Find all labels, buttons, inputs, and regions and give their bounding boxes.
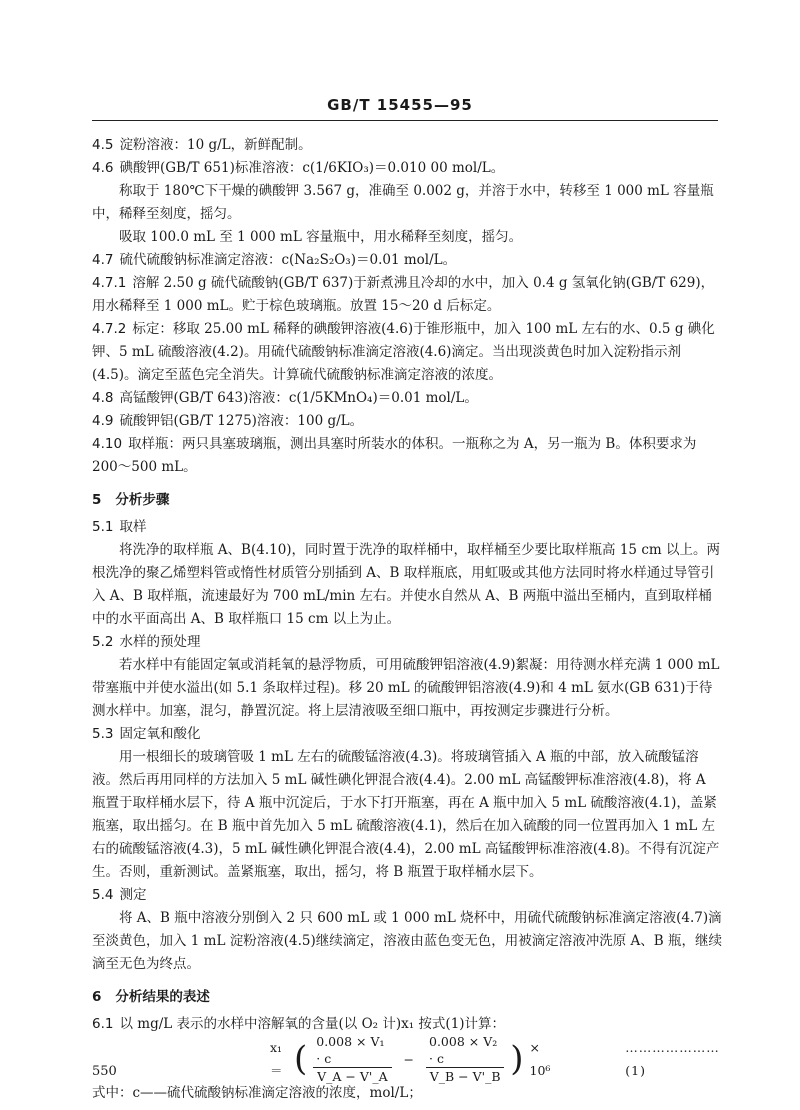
clause-text: 固定氧和酸化 <box>119 726 201 742</box>
clause-text: 以 mg/L 表示的水样中溶解氧的含量(以 O₂ 计)x₁ 按式(1)计算： <box>119 1016 506 1032</box>
minus-sign: − <box>403 1051 414 1067</box>
header-rule <box>92 120 718 121</box>
clause-p46 <box>92 157 722 180</box>
clause-number: 5.3 <box>92 726 114 742</box>
clause-p49 <box>92 410 722 433</box>
standard-header: GB/T 15455—95 <box>327 96 473 114</box>
formula-multiplier: × 10⁶ <box>529 1040 551 1078</box>
clause-text: 高锰酸钾(GB/T 643)溶液：c(1/5KMnO₄)＝0.01 mol/L。 <box>119 390 478 406</box>
fraction-b-denominator: V_B − V'_B <box>429 1069 501 1084</box>
clause-p52a <box>92 654 722 723</box>
clause-number: 4.8 <box>92 390 114 406</box>
right-paren: ) <box>510 1039 524 1079</box>
clause-p472 <box>92 318 722 387</box>
clause-text: 用一根细长的玻璃管吸 1 mL 左右的硫酸锰溶液(4.3)。将玻璃管插入 A 瓶的中部，放入硫酸锰溶液。然后再用同样的方法加入 5 mL 碱性碘化钾混合液(4.4)。2.00 mL 高锰酸钾标准溶液(4.8)，将 A 瓶置于取样桶水层下，待 A 瓶中沉淀后，于水下打开瓶塞，再在 A 瓶中加入 5 mL 硫酸溶液(4.1)，盖紧瓶塞，取出摇匀。在 B 瓶中首先加入 5 mL 硫酸溶液(4.1)，然后在加入硫酸的同一位置再加入 1 mL 左右的硫酸锰溶液(4.3)，5 mL 碱性碘化钾混合液(4.4)，2.00 mL 高锰酸钾标准溶液(4.8)。不得有沉淀产生。否则，重新测试。盖紧瓶塞，取出，摇匀，将 B 瓶置于取样桶水层下。 <box>92 749 720 880</box>
section-6-title: 分析结果的表述 <box>115 989 210 1005</box>
clause-p51 <box>92 516 722 539</box>
clause-number: 4.7 <box>92 252 114 268</box>
clause-p54a <box>92 907 722 976</box>
clause-p45 <box>92 134 722 157</box>
clause-6-1 <box>92 1013 722 1036</box>
section-5-title: 分析步骤 <box>115 492 170 508</box>
clause-p47 <box>92 249 722 272</box>
section-6-number: 6 <box>92 989 102 1005</box>
clause-number: 5.4 <box>92 887 114 903</box>
clause-text: 取样瓶：两只具塞玻璃瓶，测出具塞时所装水的体积。一瓶称之为 A，另一瓶为 B。体积要求为 200～500 mL。 <box>92 436 697 475</box>
clause-text: 淀粉溶液：10 g/L，新鲜配制。 <box>119 137 312 153</box>
section-4-reagents <box>92 134 722 479</box>
clause-p48 <box>92 387 722 410</box>
equation-1 <box>270 1034 722 1084</box>
clause-number: 4.6 <box>92 160 114 176</box>
clause-p46b <box>92 226 722 249</box>
clause-text: 水样的预处理 <box>119 634 201 650</box>
clause-number: 4.7.2 <box>92 321 127 337</box>
clause-text: 将洗净的取样瓶 A、B(4.10)，同时置于洗净的取样桶中，取样桶至少要比取样瓶高 15 cm 以上。两根洗净的聚乙烯塑料管或惰性材质管分别插到 A、B 取样瓶底，用虹吸或其他方法同时将水样通过导管引入 A、B 取样瓶，流速最好为 700 mL/min 左右。并使水自然从 A、B 两瓶中溢出至桶内，直到取样桶中的水平面高出 A、B 取样瓶口 15 cm 以上为止。 <box>92 542 720 627</box>
clause-text: 将 A、B 瓶中溶液分别倒入 2 只 600 mL 或 1 000 mL 烧杯中，用硫代硫酸钠标准滴定溶液(4.7)滴至淡黄色，加入 1 mL 淀粉溶液(4.5)继续滴定，溶液由蓝色变无色，用被滴定溶液冲洗原 A、B 瓶，继续滴至无色为终点。 <box>92 910 722 972</box>
clause-number: 4.5 <box>92 137 114 153</box>
clause-text: 标定：移取 25.00 mL 稀释的碘酸钾溶液(4.6)于锥形瓶中，加入 100 mL 左右的水、0.5 g 碘化钾、5 mL 硫酸溶液(4.2)。用硫代硫酸钠标准滴定溶液(4.6)滴定。当出现淡黄色时加入淀粉指示剂(4.5)。滴定至蓝色完全消失。计算硫代硫酸钠标准滴定溶液的浓度。 <box>92 321 715 383</box>
clause-number: 4.9 <box>92 413 114 429</box>
clause-number: 4.10 <box>92 436 123 452</box>
document-body <box>92 134 722 1105</box>
clause-text: 碘酸钾(GB/T 651)标准溶液：c(1/6KIO₃)＝0.010 00 mol/L。 <box>119 160 505 176</box>
fraction-a-denominator: V_A − V'_A <box>317 1069 388 1084</box>
section-5-number: 5 <box>92 492 102 508</box>
clause-text: 硫酸钾铝(GB/T 1275)溶液：100 g/L。 <box>119 413 364 429</box>
fraction-a-numerator: 0.008 × V₁ · c <box>313 1033 391 1068</box>
formula-lhs: x₁ ＝ <box>270 1040 283 1078</box>
equation-number: …………………(1) <box>625 1040 720 1078</box>
clause-number: 5.1 <box>92 519 114 535</box>
clause-text: 称取于 180℃下干燥的碘酸钾 3.567 g，准确至 0.002 g，并溶于水中，转移至 1 000 mL 容量瓶中，稀释至刻度，摇匀。 <box>92 183 714 222</box>
clause-text: 硫代硫酸钠标准滴定溶液：c(Na₂S₂O₃)＝0.01 mol/L。 <box>119 252 457 268</box>
clause-text: 取样 <box>119 519 147 535</box>
fraction-a <box>313 1033 391 1085</box>
section-6-heading <box>92 986 722 1009</box>
clause-p54 <box>92 884 722 907</box>
section-5-heading <box>92 489 722 512</box>
fraction-b-numerator: 0.008 × V₂ · c <box>426 1033 504 1068</box>
page-number: 550 <box>92 1064 117 1079</box>
clause-p53a <box>92 746 722 884</box>
clause-p52 <box>92 631 722 654</box>
clause-p410 <box>92 433 722 479</box>
clause-text: 吸取 100.0 mL 至 1 000 mL 容量瓶中，用水稀释至刻度，摇匀。 <box>119 229 523 245</box>
where-clause: 式中：c——硫代硫酸钠标准滴定溶液的浓度，mol/L； <box>92 1085 422 1101</box>
clause-number: 6.1 <box>92 1016 114 1032</box>
clause-p51a <box>92 539 722 631</box>
fraction-b <box>426 1033 504 1085</box>
clause-text: 若水样中有能固定氧或消耗氧的悬浮物质，可用硫酸钾铝溶液(4.9)絮凝：用待测水样充满 1 000 mL 带塞瓶中并使水溢出(如 5.1 条取样过程)。移 20 mL 的硫酸钾铝溶液(4.9)和 4 mL 氨水(GB 631)于待测水样中。加塞，混匀，静置沉淀。将上层清液吸至细口瓶中，再按测定步骤进行分析。 <box>92 657 720 719</box>
clause-number: 5.2 <box>92 634 114 650</box>
left-paren: ( <box>293 1039 308 1079</box>
clause-p53 <box>92 723 722 746</box>
clause-text: 测定 <box>119 887 147 903</box>
clause-p471 <box>92 272 722 318</box>
clause-text: 溶解 2.50 g 硫代硫酸钠(GB/T 637)于新煮沸且冷却的水中，加入 0.4 g 氢氧化钠(GB/T 629)，用水稀释至 1 000 mL。贮于棕色玻璃瓶。放置 15～20 d 后标定。 <box>92 275 715 314</box>
section-5-procedure <box>92 516 722 976</box>
clause-number: 4.7.1 <box>92 275 127 291</box>
clause-p46a <box>92 180 722 226</box>
